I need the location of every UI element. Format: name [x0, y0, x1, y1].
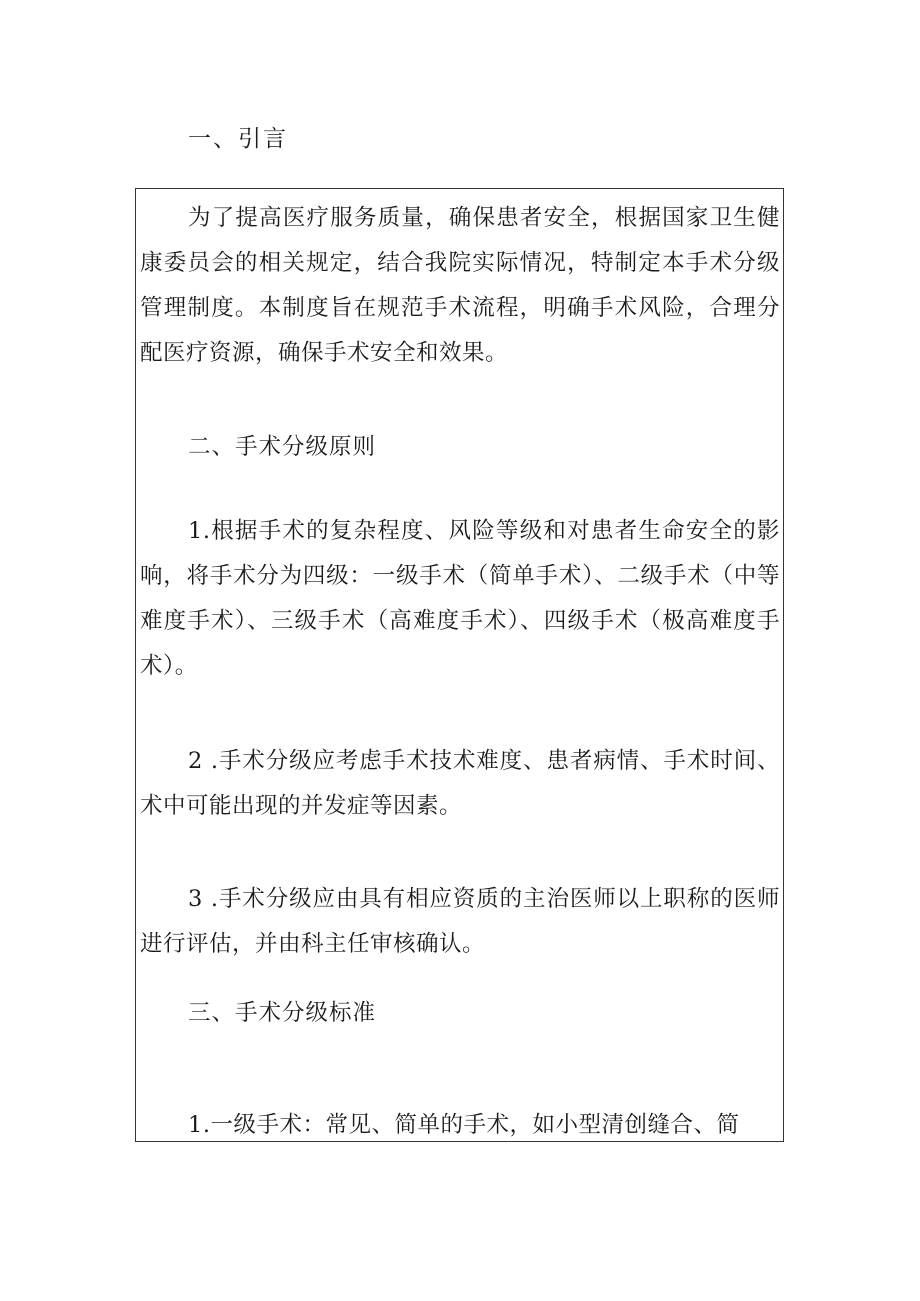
section-heading-standards: 三、手术分级标准 — [188, 1000, 377, 1026]
principle-item-2: 2 .手术分级应考虑手术技术难度、患者病情、手术时间、术中可能出现的并发症等因素。 — [140, 748, 780, 819]
section-heading-introduction: 一、引言 — [188, 126, 288, 152]
section-heading-principles: 二、手术分级原则 — [188, 434, 377, 460]
standard-item-1: 1.一级手术：常见、简单的手术，如小型清创缝合、简 — [188, 1112, 740, 1138]
intro-paragraph: 为了提高医疗服务质量，确保患者安全，根据国家卫生健康委员会的相关规定，结合我院实际情况，特制定本手术分级管理制度。本制度旨在规范手术流程，明确手术风险，合理分配医疗资源，确保手术安全和效果。 — [140, 205, 780, 366]
principle-item-3: 3 .手术分级应由具有相应资质的主治医师以上职称的医师进行评估，并由科主任审核确认。 — [140, 886, 780, 957]
principle-item-1: 1.根据手术的复杂程度、风险等级和对患者生命安全的影响，将手术分为四级：一级手术（简单手术）、二级手术（中等难度手术）、三级手术（高难度手术）、四级手术（极高难度手术）。 — [140, 518, 780, 679]
content-frame — [135, 188, 784, 1142]
